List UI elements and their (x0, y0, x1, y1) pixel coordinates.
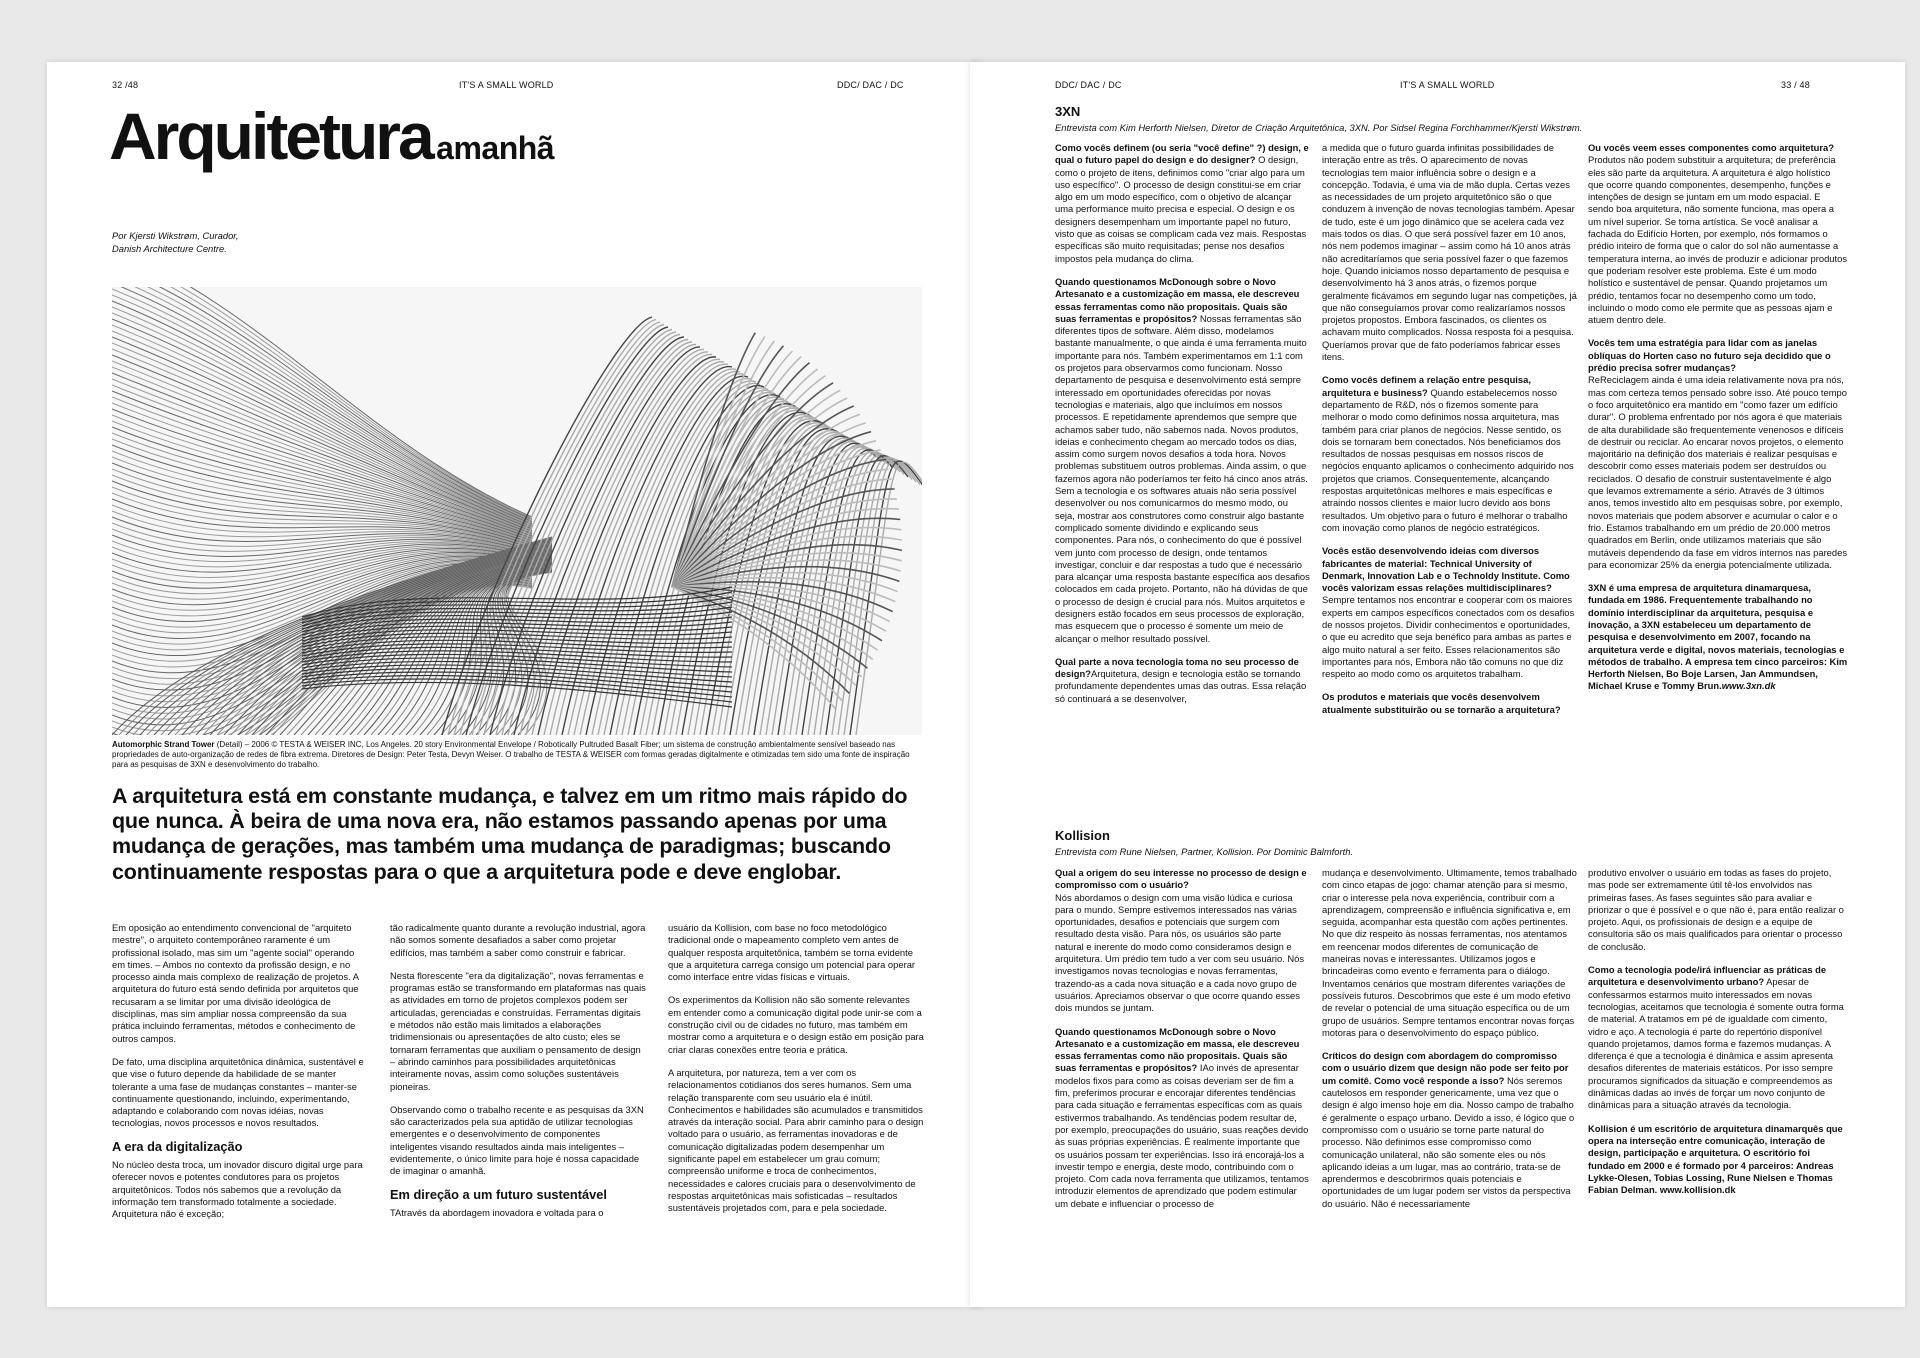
3xn-column-1 (1055, 142, 1310, 716)
qa-block (1322, 374, 1577, 534)
answer: Nossas ferramentas são diferentes tipos de software. Além disso, modelamos bastante manualmente, o que ainda é uma ferramenta muito importante para nós. Também experimentamos em 1:1 com os projetos para observarmos como funcionam. Nosso departamento de pesquisa e desenvolvimento está sempre interessado em oportunidades oferecidas por novas tecnologias e materiais, algo que incluímos em nossos processos. E repetidamente aprendemos que sempre que achamos saber tudo, não sabemos nada. Novos produtos, ideias e conhecimento chegam ao mercado todos os dias, assim como surgem novos desafios a toda hora. Novos problemas substituem outros problemas. Ainda assim, o que fazemos agora não poderíamos ter feito há cinco anos atrás. Sem a tecnologia e os softwares atuais não seria possível desenvolver ou nos comunicarmos do mesmo modo, ou seja, mostrar aos construtores como construir algo bastante complicado somente dividindo e explicando seus componentes. Para nós, o conhecimento do que é possível vem junto com processo de design, onde tentamos investigar, concluir e dar respostas a tudo que é necessário para alcançar uma resposta bastante específica aos desafios colocados em cada projeto. Portanto, não há dúvidas de que o processo de design é crucial para nós. Muitos arquitetos e designers estão focados em seus processos de exploração, mas esquecem que o processo é somente um meio de alcançar o melhor resultado possível. (1055, 312, 1310, 644)
question: Quando questionamos McDonough sobre o Novo Artesanato e a customização em massa, ele descreveu essas ferramentas como não propositais. Quais são suas ferramentas e propósitos? (1055, 1025, 1300, 1074)
paragraph: Nesta florescente "era da digitalização", novas ferramentas e programas estão se transformando em plataformas nas quais as atividades em torno de projetos complexos podem ser articuladas, gerenciadas e construídas. Ferramentas digitais e métodos não estão mais limitados a elaborações tridimensionais ou apresentações de alto custo; eles se tornaram ferramentas que auxiliam o pensamento de design – abrindo caminhos para possibilidades arquitetônicas inteiramente novas, assim como soluções sustentáveis pioneiras. (390, 969, 646, 1092)
qa-block (1055, 276, 1310, 645)
question: Vocês estão desenvolvendo ideias com diversos fabricantes de material: Technical University of Denmark, Innovation Lab e o Technoldy Institute. Como vocês valorizam essas relações multidisciplinares? (1322, 545, 1570, 594)
paragraph: a medida que o futuro guarda infinitas possibilidades de interação entre as três. O aparecimento de novas tecnologias tem maior influência sobre o design e a concepção. Todavia, é uma via de mão dupla. Certas vezes as necessidades de um projeto arquitetônico são o que conduzem à invenção de novas tecnologias também. Apesar de tudo, este é um jogo dinâmico que se acelera cada vez mais todos os dias. O que será possível fazer em 10 anos, nós nem podemos imaginar – assim como há 10 anos atrás não acreditaríamos que seria possível fazer o que fazemos hoje. Quando iniciamos nosso departamento de pesquisa e desenvolvimento há 3 anos atrás, o fizemos porque geralmente ficávamos em segundo lugar nas competições, já que não conseguíamos provar como realizaríamos nossos projetos propostos. Embora fascinados, os clientes os achavam muito complicados. Nossa resposta foi a pesquisa. Queríamos provar que de fato poderíamos fabricar esses itens. (1322, 142, 1577, 363)
paragraph: produtivo envolver o usuário em todas as fases do projeto, mas pode ser extremamente útil tê-los envolvidos nas primeiras fases. As fases seguintes são para avaliar e priorizar o que é possível e o que não é, para então realizar o projeto. Aqui, os profissionais de design e a equipe de consultoria são os mais qualificados para orientar o processo de conclusão. (1588, 867, 1844, 952)
paragraph: Em oposição ao entendimento convencional de "arquiteto mestre", o arquiteto contemporâneo raramente é um profissional isolado, mas sim um "agente social" operando em times. – Ambos no contexto da profissão design, e no processo ainda mais complexo de realização de projetos. A arquitetura do futuro está sendo definida por arquitetos que recusaram a se limitar por uma divisão ideológica de disciplinas, mas sim ampliar nossa compreensão da sua prática incluindo ferramentas, métodos e conhecimento de outros campos. (112, 922, 359, 1044)
caption-title: Automorphic Strand Tower (112, 740, 215, 749)
strand-arc (814, 453, 900, 735)
qa-block (1322, 545, 1577, 680)
question: Críticos do design com abordagem do compromisso com o usuário dizem que design não pode ser feito por um comitê. Como você responde a isso? (1322, 1050, 1569, 1086)
running-title: IT'S A SMALL WORLD (1400, 80, 1495, 90)
left-column-1 (112, 922, 368, 1232)
answer: ReReciclagem ainda é uma ideia relativamente nova pra nós, mas com certeza temos pensado sobre isso. Até pouco tempo o foco arquitetônico era mantido em "como fazer um edifício durar". O problema enfrentado por nós agora é que materiais de alta durabilidade são frequentemente venenosos e difíceis de destruir ou reciclar. Ao encarar novos projetos, o elemento majoritário na definição dos materiais é realizar pesquisas e descobrir como esses materiais podem ser destruídos ou reciclados. O desafio de construir sustentavelmente é algo que levamos extremamente a sério. Através de 3 últimos anos, temos investido alto em pesquisas sobre, por exemplo, novos materiais que podem absorver e acumular o calor e o frio. Estamos trabalhando em um prédio de 20.000 metros quadrados em Berlin, onde utilizamos materiais que são mutáveis dependendo da fase em vidros internos nas paredes para economizar 25% da energia potencialmente utilizada. (1588, 374, 1848, 570)
qa-block (1055, 656, 1310, 705)
paragraph: De fato, uma disciplina arquitetônica dinâmica, sustentável e que vise o futuro depende da habilidade de se manter tolerante a uma fase de mudanças constantes – manter-se continuamente questionando, incluindo, experimentando, adaptando e colaborando com novas idéias, novas tecnologias, novos processos e novos resultados. (112, 1055, 364, 1129)
qa-block (1055, 142, 1310, 265)
answer: Arquitetura, design e tecnologia estão se tornando profundamente dependentes umas das outras. Essa relação só continuará a se desenvolver, (1055, 668, 1307, 704)
answer: Sempre tentamos nos encontrar e cooperar com os maiores experts em campos específicos conectados com os desafios de nossos projetos. Dividir conhecimentos e oportunidades, o que eu acredito que seja benéfico para ambas as partes e algo muito natural a ser feito. Esses relacionamentos são importantes para nós, Embora não tão comuns no que diz respeito ao modo como os arquitetos trabalham. (1322, 594, 1575, 680)
section-title-kollision: Kollision (1055, 828, 1110, 843)
paragraph: Observando como o trabalho recente e as pesquisas da 3XN são caracterizados pela sua aptidão de utilizar tecnologias emergentes e o desenvolvimento de componentes inteligentes visando resultados ainda mais inteligentes – evidentemente, o único limite para hoje é nossa capacidade de imaginar o amanhã. (390, 1103, 644, 1177)
running-title: IT'S A SMALL WORLD (459, 80, 554, 90)
paragraph: TAtravés da abordagem inovadora e voltada para o (390, 1206, 604, 1218)
company-bio-kollision: Kollision é um escritório de arquitetura dinamarquês que opera na interseção entre comunicação, interação de design, participação e arquitetura. O escritório foi fundado em 2000 e é formado por 4 parceiros: Andreas Lykke-Olesen, Tobias Lossing, Rune Nielsen e Thomas Fabian Delman. www.kollision.dk (1588, 1122, 1843, 1196)
lead-paragraph: A arquitetura está em constante mudança, e talvez em um ritmo mais rápido do que nunca. À beira de uma nova era, não estamos passando apenas por uma mudança de gerações, mas também uma mudança de paradigmas; buscando continuamente respostas para o que a arquitetura pode e deve englobar. (112, 784, 908, 884)
3xn-column-3 (1588, 142, 1848, 704)
question: Vocês tem uma estratégia para lidar com as janelas oblíquas do Horten caso no futuro seja decidido que o prédio precisa sofrer mudanças? (1588, 337, 1831, 374)
left-column-3 (668, 922, 924, 1226)
question: Quando questionamos McDonough sobre o Novo Artesanato e a customização em massa, ele descreveu essas ferramentas como não propositais. Quais são suas ferramentas e propósitos? (1055, 275, 1300, 324)
qa-block (1055, 1026, 1310, 1210)
title-suffix: amanhã (436, 130, 555, 166)
page-number: 33 / 48 (1781, 80, 1810, 90)
qa-block (1322, 1050, 1577, 1210)
section-intro-3xn: Entrevista com Kim Herforth Nielsen, Diretor de Criação Arquitetônica, 3XN. Por Sidsel Regina Forchhammer/Kjersti Wikstrøm. (1055, 122, 1583, 133)
publication-label: DDC/ DAC / DC (1055, 80, 1122, 90)
answer: Nós abordamos o design com uma visão lúdica e curiosa para o mundo. Sempre estivemos interessados nas várias oportunidades, desafios e potenciais que surgem com resultado desta visão. Para nós, os usuários são parte natural e inerente do modo como consideramos design e arquitetura. Um prédio tem tudo a ver com seu usuário. Nós investigamos novas tecnologias e novas ferramentas, trazendo-as a cada nova situação e a cada novo grupo de usuários. Apreciamos observar o que ocorre quando esses dois mundos se juntam. (1055, 891, 1305, 1014)
question: Ou vocês veem esses componentes como arquitetura? (1588, 142, 1834, 153)
page-number: 32 /48 (112, 80, 139, 90)
right-page (970, 62, 1905, 1307)
answer: Nós seremos cautelosos em responder genericamente, uma vez que o design é algo imenso hoje em dia. Nosso campo de trabalho é geralmente o espaço urbano. Devido a isso, é lógico que o compromisso com o usuário se torne parte natural do processo. Não definimos esse compromisso como comunicação unilateral, não são somente eles ou nós aplicando ideias a um lugar, mas ao contrário, trata-se de aprendermos e descobrirmos quais potenciais e oportunidades de um lugar podem ser vistos da perspectiva do usuário. Não é necessariamente (1322, 1074, 1575, 1209)
left-page (47, 62, 982, 1307)
question: Os produtos e materiais que vocês desenvolvem atualmente substituirão ou se tornarão a arquitetura? (1322, 691, 1561, 715)
qa-block (1588, 337, 1848, 571)
byline: Por Kjersti Wikstrøm, Curador, Danish Architecture Centre. (112, 230, 239, 254)
strand-line (112, 580, 532, 735)
kollision-column-2 (1322, 867, 1577, 1221)
answer: Apesar de confessarmos estarmos muito interessados em novas tecnologias, aceitamos que tecnologia é somente outra forma de material. A tratamos em pé de igualdade com cimento, vidro e aço. A tecnologia é parte do repertório disponível quando projetamos, damos forma e fazemos mudanças. A diferença é que a tecnologia é dinâmica e assim apresenta desafios diferentes de materiais estáticos. Por isso sempre procuramos significados da situação e compreendemos as dinâmicas dadas ao invés de forçar um novo conjunto de dinâmicas para a situação através da tecnologia. (1588, 976, 1844, 1111)
bio-text: 3XN é uma empresa de arquitetura dinamarquesa, fundada em 1986. Frequentemente trabalhando no domínio interdisciplinar da arquitetura, pesquisa e inovação, a 3XN estabeleceu um departamento de pesquisa e desenvolvimento em 2007, focando na arquitetura verde e digital, novos materiais, tecnologias e métodos de trabalho. A empresa tem cinco parceiros: Kim Herforth Nielsen, Bo Boje Larsen, Jan Ammundsen, Michael Kruse e Tommy Brun. (1588, 582, 1848, 692)
question: Como vocês definem (ou seria "você define" ?) design, e qual o futuro papel do design e do designer? (1055, 142, 1309, 166)
left-column-2 (390, 922, 646, 1230)
publication-label: DDC/ DAC / DC (837, 80, 904, 90)
figure-strand-tower (112, 287, 922, 735)
title-main: Arquitetura (109, 99, 432, 173)
subheading-digitalizacao: A era da digitalização (112, 1138, 243, 1154)
question: Como a tecnologia pode/irá influenciar as práticas de arquitetura e desenvolvimento urbano? (1588, 964, 1827, 988)
3xn-column-2 (1322, 142, 1577, 727)
qa-block (1588, 964, 1848, 1112)
company-bio-3xn (1588, 582, 1848, 693)
paragraph: A arquitetura, por natureza, tem a ver com os relacionamentos cotidianos dos seres humanos. Sem uma relação transparente com seu usuário ela é inútil. Conhecimentos e habilidades são acumulados e transmitidos através da interação social. Para abrir caminho para o design voltado para o usuário, as ferramentas inovadoras e de comunicação digitalizadas podem desempenhar um significante papel em estabelecer um grau comum; compreensão uniforme e troca de conhecimentos, necessidades e calores cruciais para o desenvolvimento de respostas arquitetônicas mais sofisticadas – resultados sustentáveis projetados com, para e pela sociedade. (668, 1066, 924, 1214)
question: Como vocês definem a relação entre pesquisa, arquitetura e business? (1322, 374, 1531, 398)
qa-block (1588, 142, 1848, 326)
paragraph: usuário da Kollision, com base no foco metodológico tradicional onde o mapeamento completo vem antes de qualquer resposta arquitetônica, também se torna evidente que a arquitetura carrega consigo um potencial para operar como interface entre vidas físicas e virtuais. (668, 922, 916, 983)
figure-caption (112, 740, 924, 771)
section-title-3xn: 3XN (1055, 104, 1081, 119)
kollision-column-3 (1588, 867, 1848, 1207)
paragraph: No núcleo desta troca, um inovador discuro digital urge para oferecer novos e potentes condutores para os projetos arquitetônicos. Todos nós sabemos que a revolução da informação tem transformado totalmente a sociedade. Arquitetura não é exceção; (112, 1159, 363, 1220)
paragraph: tão radicalmente quanto durante a revolução industrial, agora não somos somente desafiados a saber como projetar edifícios, mas também a saber como construir e fabricar. (390, 922, 646, 958)
question: Qual parte a nova tecnologia toma no seu processo de design? (1055, 655, 1299, 680)
answer: Produtos não podem substituir a arquitetura; de preferência eles são parte da arquitetura. A arquitetura é algo holístico que ocorre quando componentes, desempenho, funções e intenções de design se juntam em um modo espacial. E sendo boa arquitetura, não somente funciona, mas opera a um nível superior. Se torna artística. Se você analisar a fachada do Edifício Horten, por exemplo, nós formamos o prédio inteiro de forma que o calor do sol não aumentasse a temperatura interna, ao invés de produzir e adicionar produtos que poderiam resolver este problema. Este é um modo holístico e sustentável de pensar. Quando projetamos um prédio, tentamos focar no desempenho como um todo, incluindo o modo como ele permite que as pessoas ajam e atuem dentro dele. (1588, 154, 1848, 326)
question: Qual a origem do seu interesse no processo de design e compromisso com o usuário? (1055, 867, 1307, 891)
qa-block (1055, 867, 1310, 1015)
strand-tower-illustration (112, 287, 922, 735)
subheading-futuro-sustentavel: Em direção a um futuro sustentável (390, 1186, 607, 1202)
answer: Quando estabelecemos nosso departamento de R&D, nós o fizemos somente para melhorar o modo como definimos nossa arquitetura, mas também para criar planos de negócios. Nesse sentido, os dois se tornaram bem conectados. Nós beneficiamos dos resultados de nossas pesquisas em nossos riscos de negócios enquanto aplicamos o conhecimento adquirido nos projetos que criamos. Consequentemente, alcançando respostas arquitetônicas melhores e mais específicas e atraindo nossos clientes e maior lucro devido aos bons resultados. Um objetivo para o futuro é melhorar o trabalho com inovação como planos de negócio estratégicos. (1322, 386, 1574, 533)
paragraph: Os experimentos da Kollision não são somente relevantes em entender como a comunicação digital pode unir-se com a construção civil ou de cidades no futuro, mas também em mostrar como a arquitetura e o design estão em posição para criar claras conexões entre teoria e prática. (668, 994, 924, 1055)
caption-text: (Detail) – 2006 © TESTA & WEISER INC, Los Angeles. 20 story Environmental Envelope / Robotically Pultruded Basalt Fiber; um sistema de construção ambientalmente sensível baseado nas propriedades de auto-organização de redes de fibra extrema. Diretores de Design: Peter Testa, Devyn Weiser. O trabalho de TESTA & WEISER com formas geradas digitalmente e otimizadas tem sido uma fonte de inspiração para as pesquisas de 3XN e desenvolvimento do trabalho. (112, 740, 910, 770)
website-link[interactable]: www.3xn.dk (1721, 680, 1776, 692)
paragraph: mudança e desenvolvimento. Ultimamente, temos trabalhado com cinco etapas de jogo: chamar atenção para si mesmo, criar o interesse pela nova experiência, contribuir com a aprendizagem, compreensão e influência significativa e, em seguida, acompanhar esta questão com ações pertinentes. No que diz respeito às nossas ferramentas, nos atentamos em reencenar modos diferentes de comunicação de maneiras novas e interessantes. Utilizamos jogos e brincadeiras como evento e ferramenta para o diálogo. Inventamos cenários que mostram diferentes variações de possíveis futuros. Descobrimos que este é um modo efetivo de revelar o potencial de uma situação específica ou de um grupo de usuários. Sempre tentamos encontrar novas forças motoras para o desenvolvimento do espaço público. (1322, 867, 1577, 1038)
kollision-column-1 (1055, 867, 1310, 1221)
answer: O design, como o projeto de itens, definimos como "criar algo para um uso específico". O processo de design constitui-se em criar algo em um modo específico, com o objetivo de alcançar uma performance muito precisa e especial. O design e os designers desempenham um importante papel no futuro, visto que as coisas se complicam cada vez mais. Respostas específicas são muito requisitadas; pense nos desafios impostos pela mudança do clima. (1055, 154, 1307, 264)
article-title (109, 98, 554, 174)
answer: IAo invés de apresentar modelos fixos para como as coisas deveriam ser de fim a fim, preferimos procurar e encorajar diferentes tendências para cada situação e ferramentas específicas com as quais estivermos trabalhando. As tendências podem resultar de, por exemplo, preocupações do usuário, suas reações devido às suas próprias experiências. É realmente importante que os usuários possam ter experiências. Isso irá encorajá-los a investir tempo e energia, deste modo, contribuindo com o projeto. Com cada nova ferramenta que utilizamos, tentamos introduzir elementos de aprendizado que podem estimular um debate e influenciar o processo de (1055, 1062, 1309, 1209)
section-intro-kollision: Entrevista com Rune Nielsen, Partner, Kollision. Por Dominic Balmforth. (1055, 846, 1354, 857)
